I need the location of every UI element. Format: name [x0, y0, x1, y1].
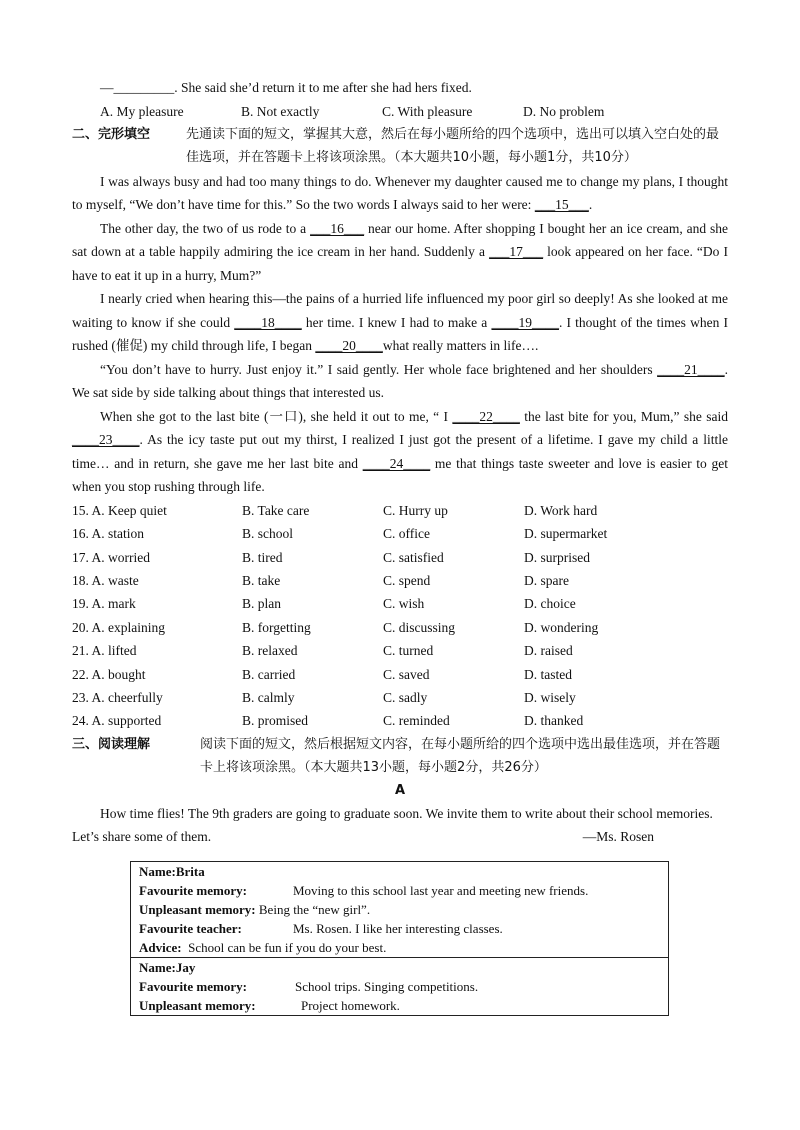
option-d: D. No problem — [523, 103, 605, 119]
unpleasant-memory: Being the “new girl”. — [255, 901, 371, 917]
name-label: Name: — [139, 863, 176, 879]
favourite-memory: Moving to this school last year and meeting new friends. — [293, 882, 589, 898]
cloze-heading: 二、完形填空 — [72, 126, 151, 142]
option-a: A. My pleasure — [100, 103, 184, 119]
question-row: 19. A. mark B. plan C. wish D. choice — [72, 596, 576, 612]
question-row: 16. A. station B. school C. office D. supermarket — [72, 526, 608, 542]
favourite-memory-label: Favourite memory: — [139, 882, 247, 898]
passage-intro: How time flies! The 9th graders are going to graduate soon. We invite them to write about their school memories. — [100, 805, 713, 821]
reading-heading: 三、阅读理解 — [72, 736, 151, 752]
student-name: Jay — [175, 959, 196, 975]
option-b: B. Not exactly — [241, 103, 320, 119]
share-text: Let’s share some of them. — [72, 829, 212, 845]
cloze-questions — [72, 499, 728, 733]
favourite-memory-label: Favourite memory: — [139, 978, 247, 994]
passage-label: A — [394, 782, 406, 798]
blank-18: ____18____ — [234, 314, 302, 330]
question-row: 23. A. cheerfully B. calmly C. sadly D. wisely — [72, 690, 576, 706]
q14-options — [72, 100, 728, 123]
question-row: 18. A. waste B. take C. spend D. spare — [72, 573, 569, 589]
memories-table — [130, 861, 669, 1016]
exam-page — [72, 76, 728, 1016]
blank-24: ____24____ — [362, 455, 431, 471]
reading-instruction: 阅读下面的短文，然后根据短文内容，在每小题所给的四个选项中选出最佳选项，并在答题卡上将该项涂黑。（本大题共13小题，每小题2分，共26分） — [200, 736, 721, 776]
jay-entry — [131, 957, 669, 1015]
cloze-paragraph-1: I was always busy and had too many things to do. Whenever my daughter caused me to change my plans, I thought to myself, “We don’t have time for this.” So the two words I always said to her were: ___15___. — [72, 173, 728, 213]
reading-section-header — [72, 733, 728, 780]
q14-line: —_________. She said she’d return it to me after she had hers fixed. — [100, 80, 472, 95]
signature: —Ms. Rosen — [582, 829, 654, 845]
question-row: 17. A. worried B. tired C. satisfied D. surprised — [72, 549, 590, 565]
blank-16: ___16___ — [310, 220, 365, 236]
option-c: C. With pleasure — [382, 103, 473, 119]
blank-20: ____20____ — [315, 338, 383, 354]
cloze-paragraph-3: I nearly cried when hearing this—the pains of a hurried life influenced my poor girl so deeply! As she looked at me waiting to know if she could ____18____ her time. I knew I had to make a ____19____. I thought of the times when I rushed (催促) my child through life, I began ____20____what really matters in life…. — [72, 291, 728, 354]
unpleasant-memory-label: Unpleasant memory: — [139, 997, 256, 1013]
question-row: 24. A. supported B. promised C. reminded D. thanked — [72, 713, 584, 729]
share-line — [72, 825, 728, 849]
question-row: 20. A. explaining B. forgetting C. discussing D. wondering — [72, 619, 599, 635]
question-row: 15. A. Keep quiet B. Take care C. Hurry up D. Work hard — [72, 502, 598, 518]
cloze-paragraph-4: “You don’t have to hurry. Just enjoy it.” I said gently. Her whole face brightened and her shoulders ____21____. We sat side by side talking about things that interested us. — [72, 361, 728, 401]
blank-21: ____21____ — [657, 361, 725, 377]
cloze-instruction: 先通读下面的短文，掌握其大意，然后在每小题所给的四个选项中，选出可以填入空白处的最佳选项，并在答题卡上将该项涂黑。（本大题共10小题，每小题1分，共10分） — [186, 126, 720, 166]
brita-entry — [131, 861, 669, 957]
blank-17: ___17___ — [489, 244, 544, 260]
cloze-section-header — [72, 123, 728, 170]
blank-23: ____23____ — [72, 432, 140, 448]
cloze-paragraph-5: When she got to the last bite (一口), she held it out to me, “ I ____22____ the last bite for you, Mum,” she said ____23____. As the icy taste put out my thirst, I realized I just got the present of a lifetime. I gave my child a little time… and in return, she gave me her last bite and ____24____ me that things taste sweeter and love is easier to get when you stop rushing through life. — [72, 408, 728, 495]
favourite-teacher-label: Favourite teacher: — [139, 920, 242, 936]
advice: School can be fun if you do your best. — [181, 939, 387, 955]
favourite-teacher: Ms. Rosen. I like her interesting classes. — [293, 920, 503, 936]
blank-22: ____22____ — [452, 408, 520, 424]
unpleasant-memory: Project homework. — [301, 997, 400, 1013]
question-row: 21. A. lifted B. relaxed C. turned D. raised — [72, 643, 573, 659]
unpleasant-memory-label: Unpleasant memory: — [139, 901, 256, 917]
blank-19: ____19____ — [491, 314, 559, 330]
cloze-paragraph-2: The other day, the two of us rode to a ___16___ near our home. After shopping I bought her an ice cream, and she sat down at a table happily admiring the ice cream in her hand. Suddenly a ___17___ look appeared on her face. “Do I have to eat it up in a hurry, Mum?” — [72, 220, 728, 283]
favourite-memory: School trips. Singing competitions. — [295, 978, 479, 994]
name-label: Name: — [139, 959, 176, 975]
advice-label: Advice: — [139, 939, 182, 955]
blank-15: ___15___ — [534, 197, 589, 213]
student-name: Brita — [175, 863, 205, 879]
question-row: 22. A. bought B. carried C. saved D. tasted — [72, 666, 572, 682]
